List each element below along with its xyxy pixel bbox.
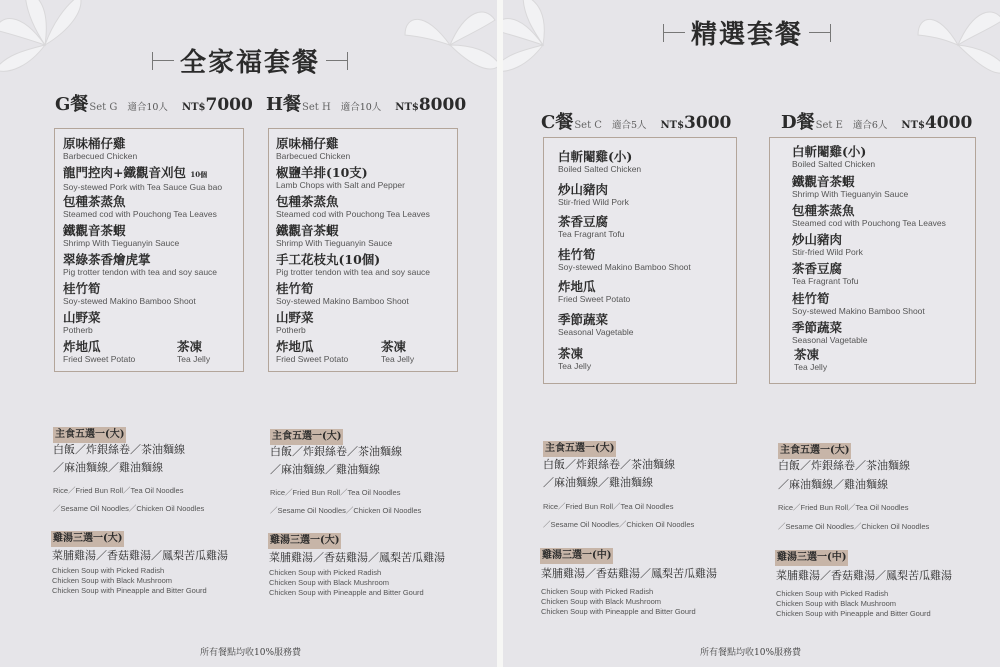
service-charge-note: 所有餐點均收10%服務費 (200, 648, 302, 658)
staple-options: 白飯／炸銀絲卷／茶油麵線 (270, 445, 402, 458)
dish-item: 炒山豬肉 Stir-fried Wild Pork (792, 232, 863, 257)
soup-options-en: Chicken Soup with Pineapple and Bitter Gourd (541, 607, 696, 616)
staple-options-en: Rice／Fried Bun Roll／Tea Oil Noodles (778, 503, 909, 512)
staple-options-en: ／Sesame Oil Noodles／Chicken Oil Noodles (778, 522, 930, 531)
staple-options-en: ／Sesame Oil Noodles／Chicken Oil Noodles (543, 520, 695, 529)
set-g-header: G餐 Set G 適合10人 NT$7000 (55, 94, 253, 115)
soup-choice-label: 雞湯三選一(大) (268, 528, 341, 549)
staple-options-en: Rice／Fried Bun Roll／Tea Oil Noodles (543, 502, 674, 511)
staple-options: ／麻油麵線／雞油麵線 (270, 463, 380, 476)
dish-item: 白斬閹雞(小) Boiled Salted Chicken (792, 144, 876, 169)
dish-item: 茶香豆腐 Tea Fragrant Tofu (792, 261, 859, 286)
page-title: 精選套餐 (663, 14, 831, 51)
soup-options-en: Chicken Soup with Picked Radish (776, 589, 889, 598)
soup-choice-label: 雞湯三選一(中) (775, 545, 848, 566)
staple-choice-label: 主食五選一(大) (53, 422, 126, 443)
dish-item: 茶凍 Tea Jelly (794, 347, 828, 372)
menu-page-family-sets (0, 0, 497, 667)
dish-item: 手工花枝丸(10個) Pig trotter tendon with tea and soy sauce (276, 252, 431, 277)
service-charge-note: 所有餐點均收10%服務費 (700, 648, 802, 658)
soup-options-en: Chicken Soup with Black Mushroom (541, 597, 662, 606)
menu-page-selected-sets (503, 0, 1000, 667)
dish-item: 炸地瓜 Fried Sweet Potato (558, 279, 631, 304)
dish-item: 桂竹筍 Soy-stewed Makino Bamboo Shoot (63, 281, 196, 306)
soup-options-en: Chicken Soup with Pineapple and Bitter Gourd (776, 609, 931, 618)
dish-item: 茶香豆腐 Tea Fragrant Tofu (558, 214, 625, 239)
dish-item: 鐵觀音茶蝦 Shrimp With Tieguanyin Sauce (276, 223, 393, 248)
dish-item: 龍門控肉+鐵觀音刈包 10個 Soy-stewed Pork with Tea Sauce Gua bao (63, 165, 223, 192)
staple-choice-label: 主食五選一(大) (778, 438, 851, 459)
soup-options: 菜脯雞湯／香菇雞湯／鳳梨苦瓜雞湯 (776, 569, 952, 582)
dish-item: 炸地瓜 Fried Sweet Potato (63, 339, 136, 364)
soup-options-en: Chicken Soup with Picked Radish (269, 568, 382, 577)
soup-choice-label: 雞湯三選一(大) (51, 526, 124, 547)
soup-options-en: Chicken Soup with Black Mushroom (52, 576, 173, 585)
staple-choice-label: 主食五選一(大) (270, 424, 343, 445)
dish-item: 包種茶蒸魚 Steamed cod with Pouchong Tea Leaves (792, 203, 946, 228)
soup-options-en: Chicken Soup with Pineapple and Bitter Gourd (269, 588, 424, 597)
staple-options-en: ／Sesame Oil Noodles／Chicken Oil Noodles (270, 506, 422, 515)
soup-options-en: Chicken Soup with Picked Radish (541, 587, 654, 596)
soup-options-en: Chicken Soup with Black Mushroom (269, 578, 390, 587)
dish-item: 原味桶仔雞 Barbecued Chicken (276, 136, 351, 161)
lily-flower-decoration (908, 0, 1000, 95)
staple-options-en: ／Sesame Oil Noodles／Chicken Oil Noodles (53, 504, 205, 513)
soup-options: 菜脯雞湯／香菇雞湯／鳳梨苦瓜雞湯 (269, 551, 445, 564)
dish-item: 山野菜 Potherb (276, 310, 314, 335)
dish-item: 炒山豬肉 Stir-fried Wild Pork (558, 182, 629, 207)
dish-item: 季節蔬菜 Seasonal Vagetable (792, 320, 868, 345)
dish-item: 原味桶仔雞 Barbecued Chicken (63, 136, 138, 161)
dish-item: 椒鹽羊排(10支) Lamb Chops with Salt and Pepper (276, 165, 405, 190)
dish-item: 茶凍 Tea Jelly (177, 339, 211, 364)
soup-options: 菜脯雞湯／香菇雞湯／鳳梨苦瓜雞湯 (541, 567, 717, 580)
page-title: 全家福套餐 (152, 42, 348, 79)
dish-item: 桂竹筍 Soy-stewed Makino Bamboo Shoot (276, 281, 409, 306)
dish-item: 茶凍 Tea Jelly (558, 346, 592, 371)
dish-item: 炸地瓜 Fried Sweet Potato (276, 339, 349, 364)
set-c-header: C餐 Set C 適合5人 NT$3000 (541, 112, 732, 133)
dish-item: 桂竹筍 Soy-stewed Makino Bamboo Shoot (792, 291, 925, 316)
soup-options-en: Chicken Soup with Black Mushroom (776, 599, 897, 608)
soup-choice-label: 雞湯三選一(中) (540, 543, 613, 564)
dish-item: 鐵觀音茶蝦 Shrimp With Tieguanyin Sauce (792, 174, 909, 199)
soup-options-en: Chicken Soup with Picked Radish (52, 566, 165, 575)
dish-item: 翠綠茶香燴虎掌 Pig trotter tendon with tea and soy sauce (63, 252, 218, 277)
dish-item: 白斬閹雞(小) Boiled Salted Chicken (558, 149, 642, 174)
soup-options: 菜脯雞湯／香菇雞湯／鳳梨苦瓜雞湯 (52, 549, 228, 562)
dish-item: 鐵觀音茶蝦 Shrimp With Tieguanyin Sauce (63, 223, 180, 248)
dish-item: 包種茶蒸魚 Steamed cod with Pouchong Tea Leaves (63, 194, 217, 219)
dish-item: 季節蔬菜 Seasonal Vagetable (558, 312, 634, 337)
dish-item: 桂竹筍 Soy-stewed Makino Bamboo Shoot (558, 247, 691, 272)
dish-item: 山野菜 Potherb (63, 310, 101, 335)
staple-options: 白飯／炸銀絲卷／茶油麵線 (53, 443, 185, 456)
staple-options-en: Rice／Fried Bun Roll／Tea Oil Noodles (270, 488, 401, 497)
lily-flower-decoration (0, 0, 100, 100)
staple-options: 白飯／炸銀絲卷／茶油麵線 (543, 458, 675, 471)
staple-options-en: Rice／Fried Bun Roll／Tea Oil Noodles (53, 486, 184, 495)
dish-item: 茶凍 Tea Jelly (381, 339, 415, 364)
set-d-header: D餐 Set E 適合6人 NT$4000 (781, 112, 973, 133)
set-h-header: H餐 Set H 適合10人 NT$8000 (266, 94, 467, 115)
staple-choice-label: 主食五選一(大) (543, 436, 616, 457)
dish-item: 包種茶蒸魚 Steamed cod with Pouchong Tea Leaves (276, 194, 430, 219)
staple-options: ／麻油麵線／雞油麵線 (778, 478, 888, 491)
staple-options: ／麻油麵線／雞油麵線 (53, 461, 163, 474)
lily-flower-decoration (503, 0, 593, 95)
staple-options: 白飯／炸銀絲卷／茶油麵線 (778, 459, 910, 472)
staple-options: ／麻油麵線／雞油麵線 (543, 476, 653, 489)
soup-options-en: Chicken Soup with Pineapple and Bitter Gourd (52, 586, 207, 595)
lily-flower-decoration (395, 0, 497, 95)
